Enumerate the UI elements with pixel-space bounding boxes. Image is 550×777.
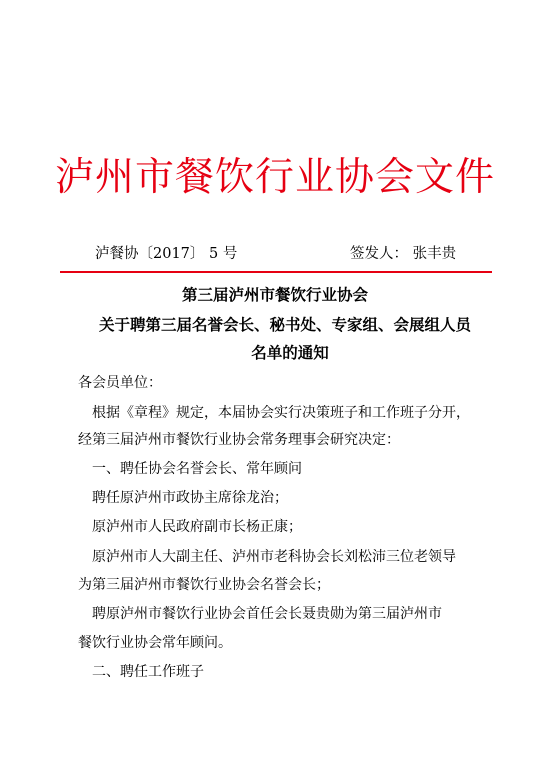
red-divider-line [60,271,492,273]
paragraph-5-line-2: 餐饮行业协会常年顾问。 [78,635,232,651]
issuer-label: 签发人： 张丰贵 [350,246,457,262]
notice-title-line-1: 第三届泸州市餐饮行业协会 [181,285,368,304]
paragraph-5-line-1: 聘原泸州市餐饮行业协会首任会长聂贵勋为第三届泸州市 [92,606,442,622]
document-header-title: 泸州市餐饮行业协会文件 [54,155,495,200]
notice-title-line-3: 名单的通知 [251,343,329,362]
paragraph-4-line-1: 原泸州市人大副主任、泸州市老科协会长刘松沛三位老领导 [92,549,456,565]
paragraph-2: 聘任原泸州市政协主席徐龙治； [92,490,288,506]
paragraph-3: 原泸州市人民政府副市长杨正康； [92,519,302,535]
salutation: 各会员单位： [78,375,162,391]
notice-title-line-2: 关于聘第三届名誉会长、秘书处、专家组、会展组人员 [98,315,471,334]
paragraph-4-line-2: 为第三届泸州市餐饮行业协会名誉会长； [78,577,330,593]
document-number: 泸餐协〔2017〕 5 号 [95,246,238,262]
section-2-heading: 二、聘任工作班子 [92,664,204,680]
paragraph-1-line-1: 根据《章程》规定，本届协会实行决策班子和工作班子分开， [92,405,470,421]
paragraph-1-line-2: 经第三届泸州市餐饮行业协会常务理事会研究决定： [78,432,400,448]
section-1-heading: 一、聘任协会名誉会长、常年顾问 [92,461,302,477]
